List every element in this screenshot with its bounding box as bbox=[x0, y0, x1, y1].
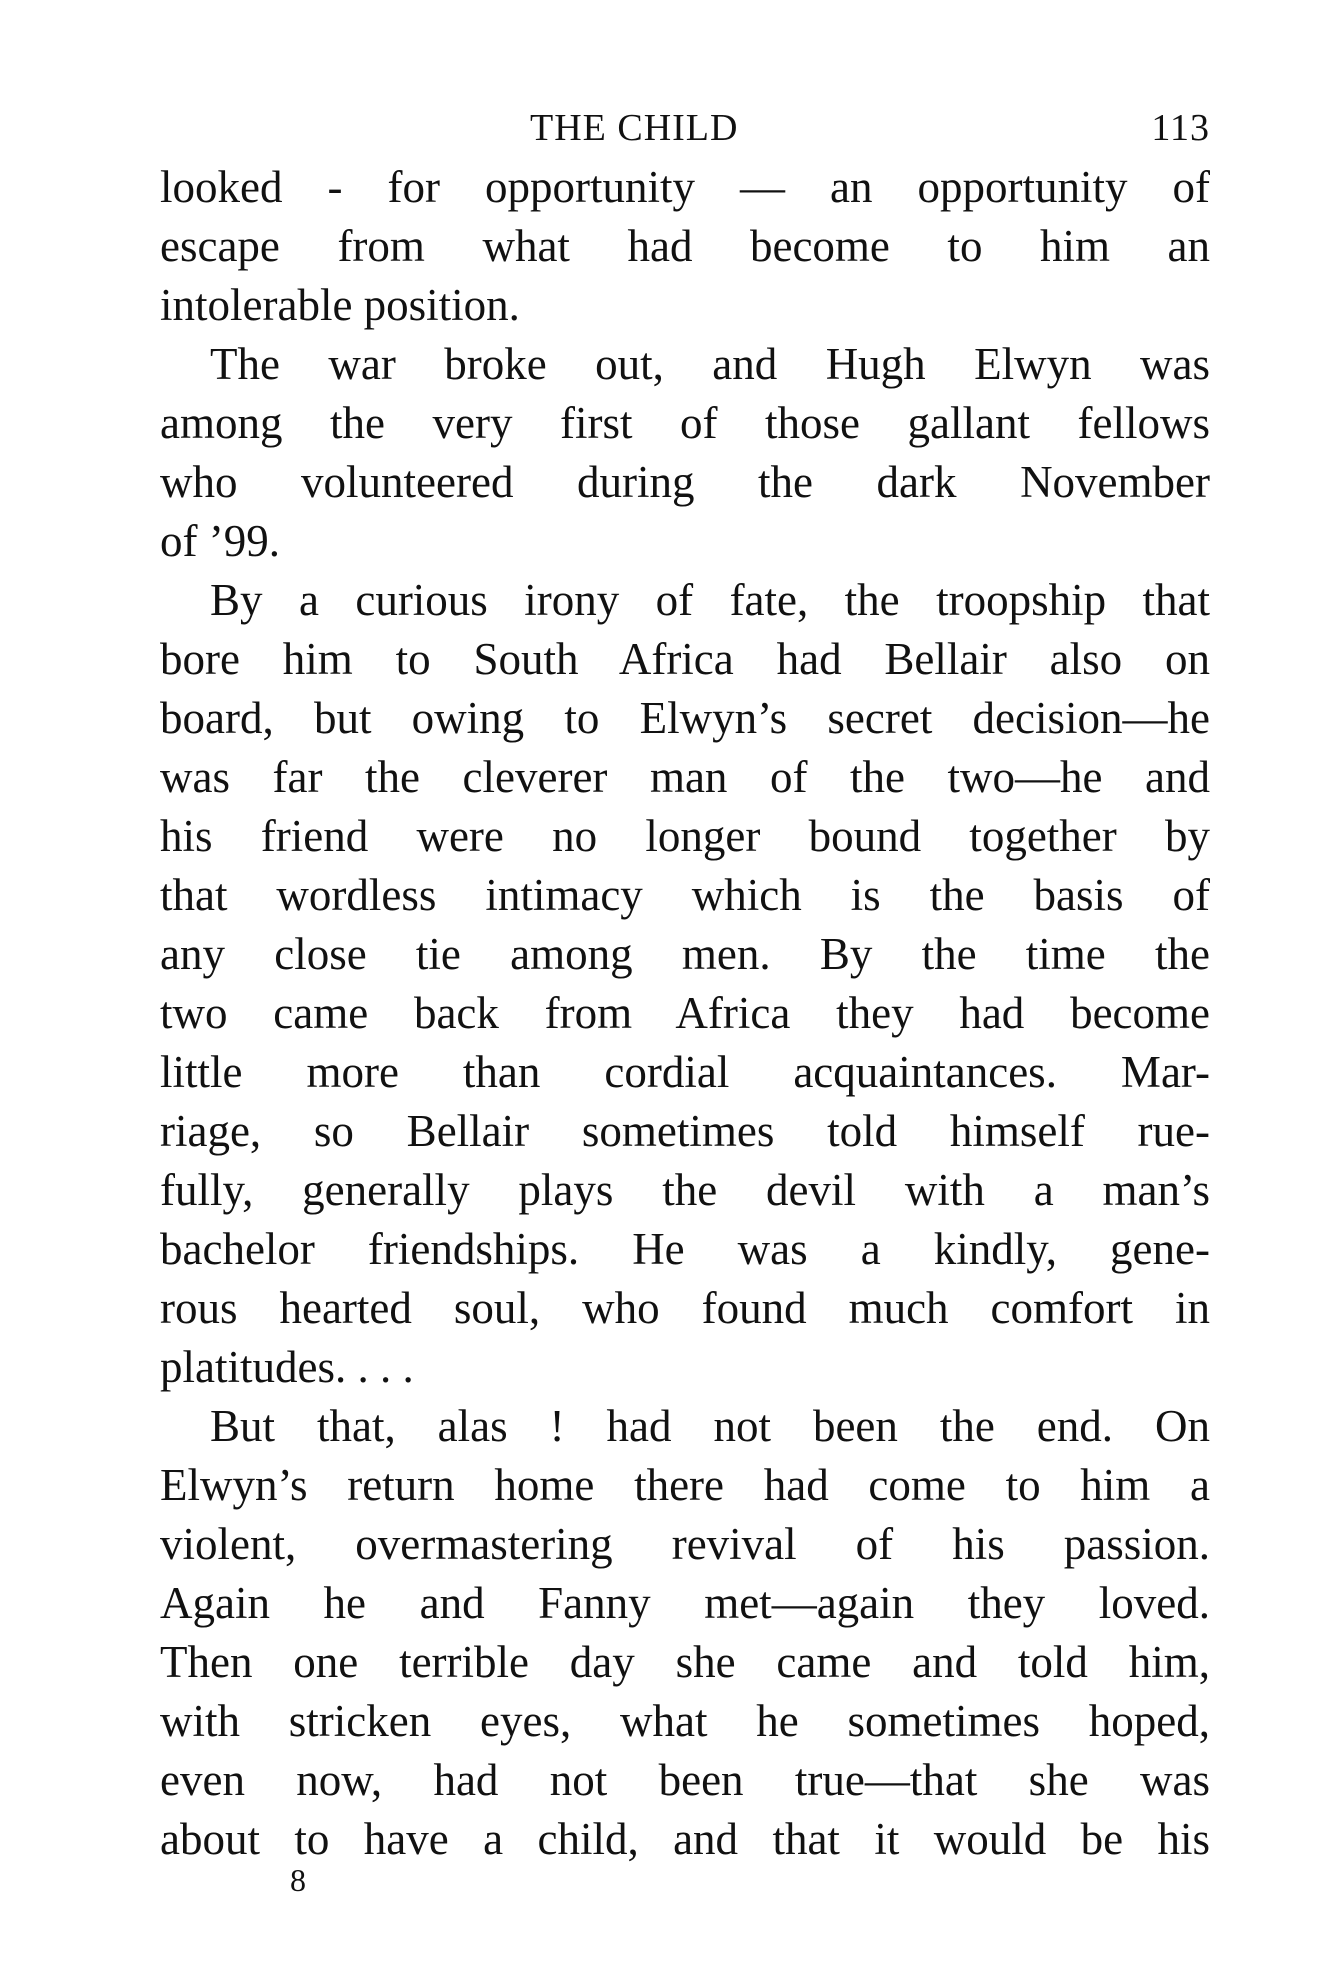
text-line: little more than cordial acquaintances. Mar- bbox=[160, 1047, 1210, 1097]
text-line: The war broke out, and Hugh Elwyn was bbox=[210, 339, 1210, 389]
text-line: Elwyn’s return home there had come to him a bbox=[160, 1460, 1210, 1510]
text-line: even now, had not been true—that she was bbox=[160, 1755, 1210, 1805]
text-line: bore him to South Africa had Bellair also on bbox=[160, 634, 1210, 684]
text-line: about to have a child, and that it would be his bbox=[160, 1814, 1210, 1864]
text-line: By a curious irony of fate, the troopship that bbox=[210, 575, 1210, 625]
text-line: Then one terrible day she came and told him, bbox=[160, 1637, 1210, 1687]
text-line: bachelor friendships. He was a kindly, gene- bbox=[160, 1224, 1210, 1274]
text-line: two came back from Africa they had become bbox=[160, 988, 1210, 1038]
text-line: any close tie among men. By the time the bbox=[160, 929, 1210, 979]
text-line: looked - for opportunity — an opportunity of bbox=[160, 162, 1210, 212]
book-page bbox=[160, 88, 1210, 1869]
text-line: Again he and Fanny met—again they loved. bbox=[160, 1578, 1210, 1628]
text-line: platitudes. . . . bbox=[160, 1342, 414, 1392]
text-line: that wordless intimacy which is the basis of bbox=[160, 870, 1210, 920]
text-line: his friend were no longer bound together by bbox=[160, 811, 1210, 861]
text-line: with stricken eyes, what he sometimes hoped, bbox=[160, 1696, 1210, 1746]
body-text bbox=[160, 158, 1210, 1869]
text-line: was far the cleverer man of the two—he and bbox=[160, 752, 1210, 802]
signature-mark: 8 bbox=[290, 1862, 306, 1898]
running-head bbox=[160, 88, 1210, 158]
text-line: intolerable position. bbox=[160, 280, 520, 330]
text-line: rous hearted soul, who found much comfort in bbox=[160, 1283, 1210, 1333]
text-line: riage, so Bellair sometimes told himself rue- bbox=[160, 1106, 1210, 1156]
text-line: escape from what had become to him an bbox=[160, 221, 1210, 271]
text-line: who volunteered during the dark November bbox=[160, 457, 1210, 507]
page-number: 113 bbox=[1151, 107, 1210, 149]
running-title: THE CHILD bbox=[530, 107, 739, 149]
text-line: But that, alas ! had not been the end. On bbox=[210, 1401, 1210, 1451]
text-line: fully, generally plays the devil with a man’s bbox=[160, 1165, 1210, 1215]
text-line: violent, overmastering revival of his passion. bbox=[160, 1519, 1210, 1569]
text-line: board, but owing to Elwyn’s secret decision—he bbox=[160, 693, 1210, 743]
text-line: among the very first of those gallant fellows bbox=[160, 398, 1210, 448]
text-line: of ’99. bbox=[160, 516, 280, 566]
